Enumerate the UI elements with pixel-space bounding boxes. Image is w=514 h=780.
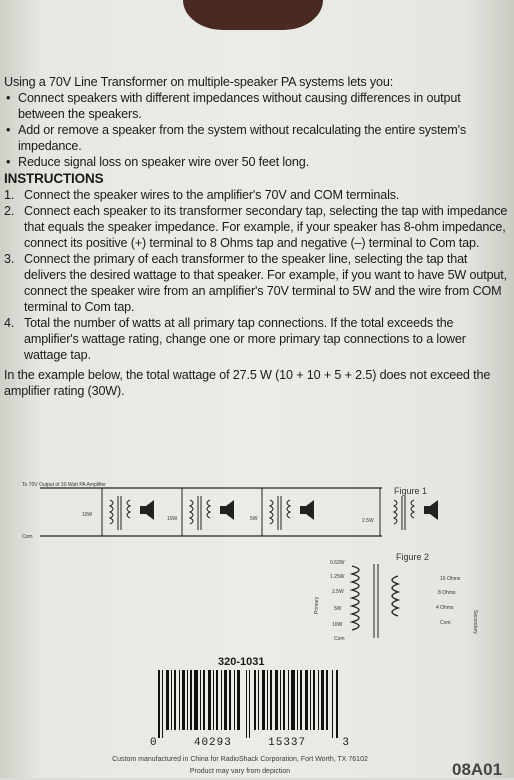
svg-text:8 Ohms: 8 Ohms [438, 590, 456, 596]
instructions-heading: INSTRUCTIONS [4, 171, 104, 186]
barcode [158, 670, 343, 738]
svg-text:2.5W: 2.5W [362, 518, 374, 524]
svg-text:1.25W: 1.25W [330, 574, 345, 580]
package-code: 08A01 [452, 760, 503, 779]
bullet-item: • Add or remove a speaker from the system without recalculating the entire system's impedance. [6, 123, 467, 153]
part-number: 320-1031 [218, 656, 265, 668]
svg-text:5W: 5W [250, 516, 258, 522]
amp-label: To 70V Output of 30 Watt PA Amplifier [22, 482, 106, 488]
hang-hole [183, 0, 323, 30]
transformer-2 [167, 488, 234, 536]
bullet-item: • Connect speakers with different impedances without causing differences in output between the speakers. [6, 91, 461, 121]
svg-text:10W: 10W [332, 622, 343, 628]
transformer-3 [250, 488, 314, 536]
svg-text:4 Ohms: 4 Ohms [436, 605, 454, 611]
svg-text:2.5W: 2.5W [332, 589, 344, 595]
step-item: 4. Total the number of watts at all primary tap connections. If the total exceeds the amplifier's wattage rating, change one or more primary tap connections to a lower wattage tap. [4, 316, 466, 362]
figure-2-diagram [290, 548, 490, 648]
svg-text:5W: 5W [334, 606, 342, 612]
transformer-1 [82, 488, 154, 536]
figure-2-label: Figure 2 [396, 552, 430, 562]
svg-text:10W: 10W [167, 516, 178, 522]
instruction-text [4, 74, 510, 399]
secondary-label: Secondary [472, 610, 478, 634]
svg-text:Com: Com [440, 620, 451, 626]
svg-text:16 Ohms: 16 Ohms [440, 576, 461, 582]
svg-text:Com: Com [334, 636, 345, 642]
bullet-item: • Reduce signal loss on speaker wire over 50 feet long. [6, 155, 309, 169]
bullet-icon: • [6, 91, 11, 105]
figure-1-label: Figure 1 [394, 486, 428, 496]
step-item: 1. Connect the speaker wires to the amplifier's 70V and COM terminals. [4, 188, 400, 202]
step-item: 2. Connect each speaker to its transformer secondary tap, selecting the tap with impedance that equals the speaker impedance. For example, if your speaker has 8-ohm impedance, connect its positive (+) terminal to 8 Ohms tap and negative (–) terminal to Com tap. [4, 204, 508, 250]
figure-1-diagram [22, 478, 492, 548]
svg-text:10W: 10W [82, 512, 93, 518]
bullet-icon: • [6, 123, 11, 137]
intro-text: Using a 70V Line Transformer on multiple-speaker PA systems lets you: [4, 75, 394, 89]
disclaimer-line: Product may vary from depiction [189, 768, 291, 775]
bullet-icon: • [6, 155, 11, 169]
manufacturer-line: Custom manufactured in China for RadioShack Corporation, Fort Worth, TX 76102 [112, 756, 368, 763]
com-label: Com [22, 534, 33, 540]
svg-text:0.62W: 0.62W [330, 560, 345, 566]
example-text: In the example below, the total wattage of 27.5 W (10 + 10 + 5 + 2.5) does not exceed the amplifier rating (30W). [4, 368, 491, 398]
step-item: 3. Connect the primary of each transformer to the speaker line, selecting the tap that delivers the desired wattage to that speaker. For example, if you want to have 5W output, connect the speaker wire from an amplifier's 70V terminal to 5W and the wire from COM terminal to Com tap. [4, 252, 507, 314]
barcode-digits: 0 40293 15337 3 [150, 737, 350, 749]
primary-label: Primary [314, 596, 320, 614]
